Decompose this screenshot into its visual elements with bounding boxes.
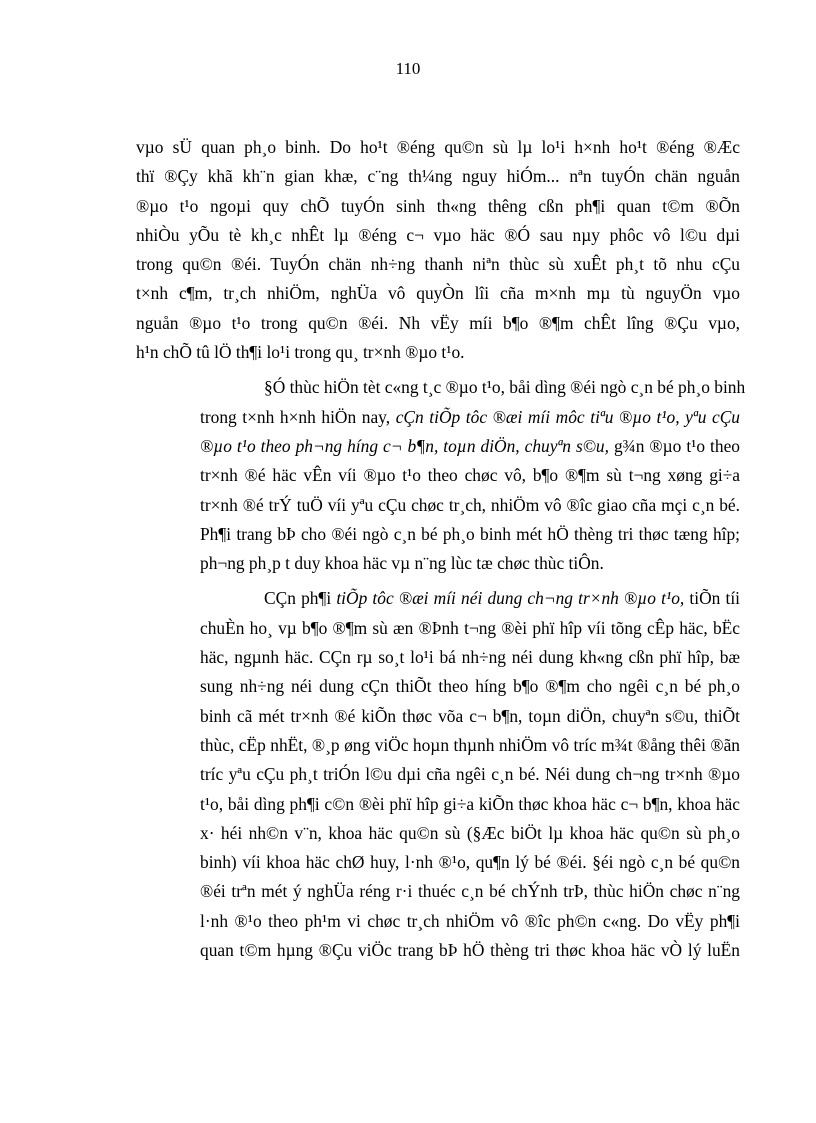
text-run: tríc yªu cÇu ph¸t triÓn l©u dµi cña ngêi c¸n bé. Néi dung ch¬ng tr×nh ®µo	[200, 764, 740, 785]
text-run: ®éi trªn mét ý nghÜa réng r·i thuéc c¸n bé chÝnh trÞ, thùc hiÖn chøc n¨ng	[200, 881, 740, 902]
text-run: h¹n chÕ tû lÖ th¶i lo¹i trong qu¸ tr×nh ®µo t¹o.	[136, 342, 465, 363]
text-run: quan t©m hµng ®Çu viÖc trang bÞ hÖ thèng tri thøc khoa häc vÒ lý luËn	[200, 940, 740, 961]
text-run: vµo sÜ quan ph¸o binh. Do ho¹t ®éng qu©n sù lµ lo¹i h×nh ho¹t ®éng ®Æc	[136, 137, 740, 157]
text-line	[136, 250, 740, 279]
text-run: tiÕn tíi	[684, 588, 740, 609]
text-run: ph¬ng ph¸p t duy khoa häc vµ n¨ng lùc tæ chøc thùc tiÔn.	[200, 553, 604, 574]
italic-text: ®µo t¹o theo ph¬ng híng c¬ b¶n, toµn diÖn, chuyªn s©u,	[200, 435, 609, 456]
text-run: t¹o, båi dìng ph¶i c©n ®èi phï hîp gi÷a kiÕn thøc khoa häc c¬ b¶n, khoa häc	[200, 793, 740, 814]
text-run: t×nh c¶m, tr¸ch nhiÖm, nghÜa vô quyÒn lîi cña m×nh mµ tù nguyÖn vµo	[136, 283, 740, 304]
page-number: 110	[395, 59, 421, 78]
text-line	[136, 338, 740, 367]
text-run: §Ó thùc hiÖn tèt c«ng t¸c ®µo t¹o, båi dìng ®éi ngò c¸n bé ph¸o binh	[264, 377, 746, 398]
text-run: thï ®Çy khã kh¨n gian khæ, c¨ng th¼ng nguy hiÓm... nªn tuyÓn chän nguån	[136, 166, 740, 187]
text-run: trong qu©n ®éi. TuyÓn chän nh÷ng thanh niªn thùc sù xuÊt ph¸t tõ nhu cÇu	[136, 254, 740, 275]
text-run: häc, ngµnh häc. CÇn rµ so¸t lo¹i bá nh÷ng néi dung kh«ng cßn phï hîp, bæ	[200, 647, 740, 668]
text-line	[136, 760, 740, 789]
text-line	[136, 520, 740, 549]
text-run: chuÈn ho¸ vµ b¶o ®¶m sù æn ®Þnh t¬ng ®èi phï hîp víi tõng cÊp häc, bËc	[200, 617, 740, 638]
text-line	[136, 221, 740, 250]
text-line	[136, 907, 740, 936]
text-line	[136, 848, 740, 877]
text-run: thùc, cËp nhËt, ®¸p øng viÖc hoµn thµnh nhiÖm vô tríc m¾t ®ång thêi ®ãn	[200, 734, 740, 755]
text-run: binh cã mét tr×nh ®é kiÕn thøc võa c¬ b¶n, toµn diÖn, chuyªn s©u, thiÕt	[200, 705, 740, 726]
text-line	[136, 877, 740, 906]
text-run: l·nh ®¹o theo ph¹m vi chøc tr¸ch nhiÖm vô ®îc ph©n c«ng. Do vËy ph¶i	[200, 910, 740, 931]
text-line	[136, 279, 740, 308]
text-run: CÇn ph¶i	[264, 588, 337, 609]
paragraph	[136, 373, 746, 578]
text-line	[136, 192, 740, 221]
text-line	[136, 790, 740, 819]
text-line	[136, 491, 740, 520]
text-line	[136, 643, 740, 672]
text-line	[136, 403, 740, 432]
text-line	[136, 373, 746, 402]
italic-text: tiÕp tôc ®æi míi néi dung ch¬ng tr×nh ®µo t¹o,	[336, 588, 685, 609]
text-run: tr×nh ®é trÝ tuÖ víi yªu cÇu chøc tr¸ch, nhiÖm vô ®îc giao cña mçi c¸n bé.	[200, 494, 740, 515]
text-run: trong t×nh h×nh hiÖn nay,	[200, 406, 396, 427]
italic-text: cÇn tiÕp tôc ®æi míi môc tiªu ®µo t¹o, yªu cÇu	[395, 406, 740, 427]
text-line	[136, 162, 740, 191]
text-line	[136, 731, 740, 760]
paragraph	[136, 133, 740, 367]
text-run: tr×nh ®é häc vÊn víi ®µo t¹o theo chøc vô, b¶o ®¶m sù t¬ng xøng gi÷a	[200, 465, 740, 486]
text-run: g¾n ®µo t¹o theo	[608, 435, 740, 456]
text-run: Ph¶i trang bÞ cho ®éi ngò c¸n bé ph¸o binh mét hÖ thèng tri thøc tæng hîp;	[200, 523, 740, 544]
text-run: nguån ®µo t¹o trong qu©n ®éi. Nh vËy míi b¶o ®¶m chÊt lîng ®Çu vµo,	[136, 312, 740, 333]
text-line	[136, 936, 740, 965]
text-line	[136, 133, 740, 162]
text-line	[136, 614, 740, 643]
text-line	[136, 461, 740, 490]
text-run: ®µo t¹o ngoµi quy chÕ tuyÓn sinh th«ng thêng cßn ph¶i quan t©m ®Õn	[136, 195, 740, 216]
text-line	[136, 549, 740, 578]
body-text	[136, 133, 746, 965]
paragraph	[136, 584, 740, 965]
text-line	[136, 672, 740, 701]
text-run: nhiÒu yÕu tè kh¸c nhÊt lµ ®éng c¬ vµo häc ®Ó sau nµy phôc vô l©u dµi	[136, 224, 740, 245]
text-line	[136, 819, 740, 848]
text-line	[136, 309, 740, 338]
text-line	[136, 432, 740, 461]
text-line	[136, 584, 740, 613]
text-line	[136, 702, 740, 731]
text-run: sung nh÷ng néi dung cÇn thiÕt theo híng b¶o ®¶m cho ngêi c¸n bé ph¸o	[200, 676, 740, 697]
text-run: x· héi nh©n v¨n, khoa häc qu©n sù (§Æc biÖt lµ khoa häc qu©n sù ph¸o	[200, 822, 740, 843]
text-run: binh) víi khoa häc chØ huy, l·nh ®¹o, qu¶n lý bé ®éi. §éi ngò c¸n bé qu©n	[200, 852, 740, 873]
